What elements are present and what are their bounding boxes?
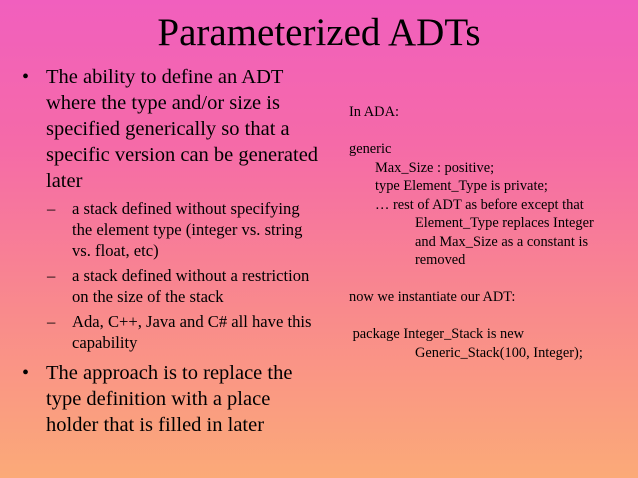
bullet-icon: •: [22, 362, 30, 384]
sub-bullet-text: Ada, C++, Java and C# all have this capability: [72, 312, 312, 352]
code-line: package Integer_Stack is new: [349, 326, 525, 342]
dash-icon: –: [47, 312, 56, 331]
bullet-icon: •: [22, 66, 30, 88]
slide-title: Parameterized ADTs: [157, 11, 481, 54]
code-line: and Max_Size as a constant is: [415, 233, 589, 250]
bullet-item: [22, 360, 322, 438]
sub-bullet-text: a stack defined without specifying the element type (integer vs. string vs. float, etc): [72, 199, 303, 260]
code-line: generic: [349, 141, 392, 157]
sub-bullet-text: a stack defined without a restriction on the size of the stack: [72, 266, 310, 306]
code-line: … rest of ADT as before except that: [375, 196, 584, 213]
bullet-text: The approach is to replace the type definition with a place holder that is filled in later: [46, 362, 293, 436]
dash-icon: –: [47, 266, 56, 285]
code-heading: In ADA:: [349, 104, 399, 120]
sub-bullet-item: [22, 311, 322, 353]
bullet-text: The ability to define an ADT where the type and/or size is specified generically so that a specific version can be generated later: [46, 66, 319, 192]
bullet-item: [22, 64, 322, 194]
sub-bullet-item: [22, 198, 322, 261]
code-line: Element_Type replaces Integer: [415, 215, 594, 231]
sub-bullet-item: [22, 265, 322, 307]
code-line: removed: [415, 252, 466, 268]
dash-icon: –: [47, 199, 56, 218]
code-line: type Element_Type is private;: [375, 178, 548, 194]
code-block: [349, 103, 634, 362]
code-line: Generic_Stack(100, Integer);: [415, 344, 583, 361]
code-line: now we instantiate our ADT:: [349, 289, 516, 305]
bullet-list: [22, 64, 322, 438]
code-line: Max_Size : positive;: [375, 159, 495, 176]
